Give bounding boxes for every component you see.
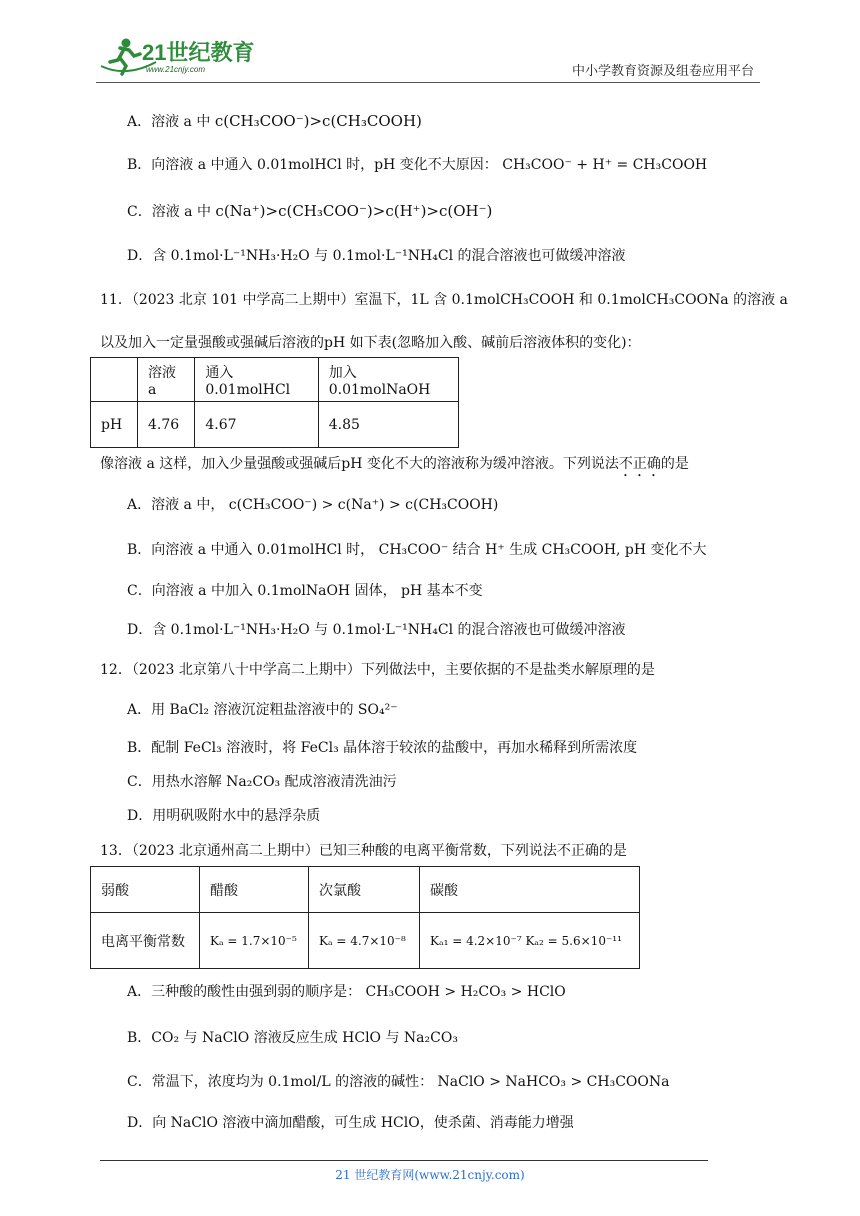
table-cell: 通入 0.01molHCl [195, 358, 318, 402]
q12-option-b: B．配制 FeCl₃ 溶液时，将 FeCl₃ 晶体溶于较浓的盐酸中，再加水稀释到所需浓度 [127, 740, 638, 756]
q10-option-b [127, 155, 707, 175]
q10-option-c-formula: c(Na⁺)>c(CH₃COO⁻)>c(H⁺)>c(OH⁻) [215, 202, 493, 220]
q10-option-b-formula: CH₃COO⁻ + H⁺ = CH₃COOH [502, 157, 708, 173]
table-cell: 加入 0.01molNaOH [318, 358, 458, 402]
logo-text: 21世纪教育 [142, 40, 255, 65]
table-header-row [91, 358, 459, 402]
table-cell: Kₐ = 4.7×10⁻⁸ [309, 913, 420, 969]
q11-ph-table [90, 357, 459, 448]
q13-stem: 13．（2023 北京通州高二上期中）已知三种酸的电离平衡常数，下列说法不正确的是 [100, 843, 627, 859]
table-cell: Kₐ = 1.7×10⁻⁵ [200, 913, 309, 969]
table-row [91, 913, 640, 969]
q11-stem-line1: 11．（2023 北京 101 中学高二上期中）室温下，1L 含 0.1molCH₃COOH 和 0.1molCH₃COONa 的溶液 a [100, 292, 788, 308]
q10-option-c [127, 201, 492, 222]
q13-constants-table [90, 866, 640, 969]
q11-stem-line2: 以及加入一定量强酸或强碱后溶液的pH 如下表(忽略加入酸、碱前后溶液体积的变化)： [100, 335, 641, 351]
table-cell: 次氯酸 [309, 867, 420, 913]
header-divider [96, 82, 760, 83]
site-logo [96, 36, 266, 78]
table-cell: 电离平衡常数 [91, 913, 200, 969]
logo-url-text: www.21cnjy.com [146, 65, 205, 74]
q12-stem: 12．（2023 北京第八十中学高二上期中）下列做法中，主要依据的不是盐类水解原理的是 [100, 662, 655, 678]
q13-option-c: C．常温下，浓度均为 0.1mol/L 的溶液的碱性： NaClO > NaHCO₃ > CH₃COONa [127, 1074, 670, 1090]
q10-option-a-prefix: A．溶液 a 中 [127, 114, 211, 130]
q11-stem3-before: 像溶液 a 这样，加入少量强酸或强碱后pH 变化不大的溶液称为缓冲溶液。下列说法 [100, 456, 619, 472]
q10-option-b-prefix: B．向溶液 a 中通入 0.01molHCl 时，pH 变化不大原因： [127, 157, 498, 173]
q12-option-a: A．用 BaCl₂ 溶液沉淀粗盐溶液中的 SO₄²⁻ [127, 702, 398, 718]
table-cell: Kₐ₁ = 4.2×10⁻⁷ Kₐ₂ = 5.6×10⁻¹¹ [420, 913, 640, 969]
q11-option-c: C．向溶液 a 中加入 0.1molNaOH 固体， pH 基本不变 [127, 583, 483, 599]
table-cell: 4.67 [195, 402, 318, 448]
table-cell: 碳酸 [420, 867, 640, 913]
q10-option-d: D．含 0.1mol·L⁻¹NH₃·H₂O 与 0.1mol·L⁻¹NH₄Cl 的混合溶液也可做缓冲溶液 [127, 248, 626, 264]
q11-stem3-after: 的是 [660, 456, 689, 472]
q13-option-a: A．三种酸的酸性由强到弱的顺序是： CH₃COOH > H₂CO₃ > HClO [127, 984, 566, 1000]
footer-divider [100, 1160, 708, 1161]
table-header-row [91, 867, 640, 913]
q10-option-a [127, 111, 422, 132]
q11-stem-line3 [100, 454, 689, 480]
footer-link[interactable]: 21 世纪教育网(www.21cnjy.com) [335, 1168, 525, 1182]
q11-option-a: A．溶液 a 中， c(CH₃COO⁻) > c(Na⁺) > c(CH₃COOH) [127, 497, 499, 513]
table-cell: 4.76 [138, 402, 195, 448]
q10-option-a-formula: c(CH₃COO⁻)>c(CH₃COOH) [214, 112, 422, 130]
table-cell: 溶液 a [138, 358, 195, 402]
table-cell: pH [91, 402, 138, 448]
q11-stem3-emphasis: 不正确 [618, 456, 661, 472]
q12-option-d: D．用明矾吸附水中的悬浮杂质 [127, 808, 321, 824]
q11-option-d: D．含 0.1mol·L⁻¹NH₃·H₂O 与 0.1mol·L⁻¹NH₄Cl 的混合溶液也可做缓冲溶液 [127, 622, 626, 638]
header-platform-text: 中小学教育资源及组卷应用平台 [571, 64, 754, 79]
table-row [91, 402, 459, 448]
table-cell: 醋酸 [200, 867, 309, 913]
table-cell: 弱酸 [91, 867, 200, 913]
q10-option-c-prefix: C．溶液 a 中 [127, 204, 211, 220]
q13-option-d: D．向 NaClO 溶液中滴加醋酸，可生成 HClO，使杀菌、消毒能力增强 [127, 1115, 574, 1131]
q11-option-b: B．向溶液 a 中通入 0.01molHCl 时， CH₃COO⁻ 结合 H⁺ 生成 CH₃COOH, pH 变化不大 [127, 542, 707, 558]
table-cell: 4.85 [318, 402, 458, 448]
q13-option-b: B．CO₂ 与 NaClO 溶液反应生成 HClO 与 Na₂CO₃ [127, 1030, 458, 1046]
table-cell [91, 358, 138, 402]
q12-option-c: C．用热水溶解 Na₂CO₃ 配成溶液清洗油污 [127, 774, 397, 790]
